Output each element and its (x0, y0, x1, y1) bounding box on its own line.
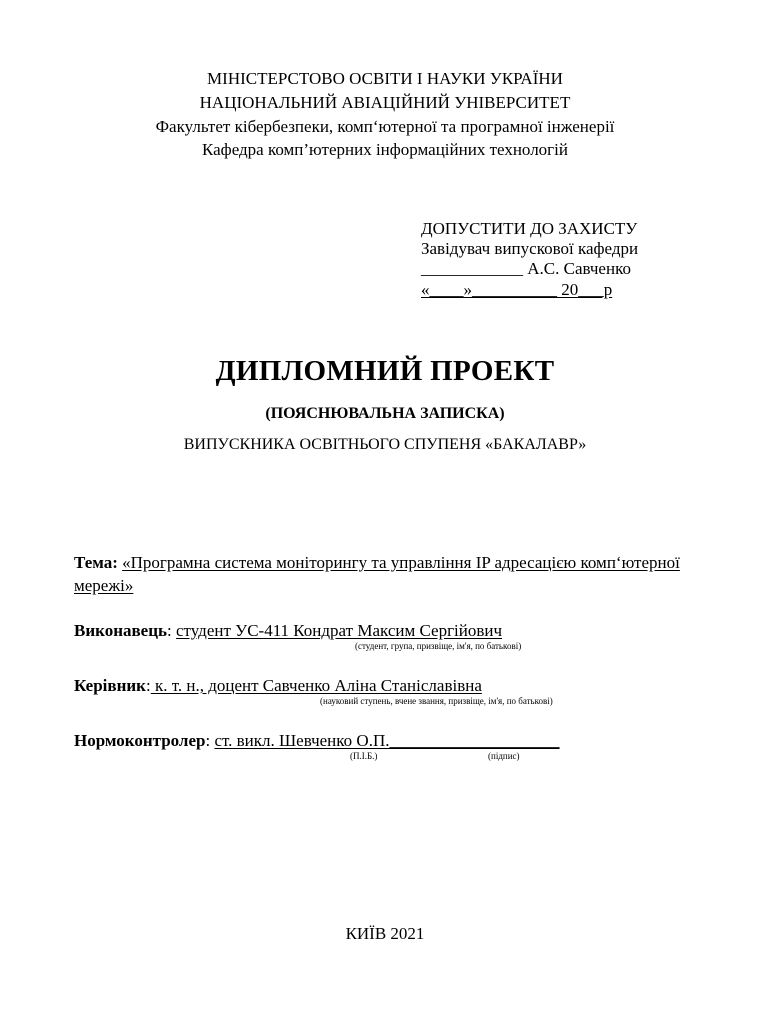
city-year: КИЇВ 2021 (345, 924, 425, 943)
university-line: НАЦІОНАЛЬНИЙ АВІАЦІЙНИЙ УНІВЕРСИТЕТ (199, 93, 571, 112)
executor-hint: (студент, група, призвіще, ім'я, по батькові) (355, 641, 522, 651)
supervisor-colon: : (145, 676, 151, 695)
department-line: Кафедра комп’ютерних інформаційних технологій (202, 140, 568, 159)
topic-text: «Програмна система моніторингу та управління IP адресацією комп‘ютерної (122, 553, 680, 572)
normcontroller-value: ст. викл. Шевченко О.П.____________________ (214, 731, 560, 750)
approval-signature: ____________ А.С. Савченко (421, 259, 631, 278)
executor-label: Виконавець (74, 621, 168, 640)
executor-field (74, 621, 502, 641)
ministry-line: МІНІСТЕРСТОВО ОСВІТИ І НАУКИ УКРАЇНИ (207, 69, 563, 88)
supervisor-field (74, 676, 482, 696)
degree-line: ВИПУСКНИКА ОСВІТНЬОГО СПУПЕНЯ «БАКАЛАВР» (183, 436, 587, 453)
document-title: ДИПЛОМНИЙ ПРОЕКТ (215, 355, 555, 387)
normcontroller-label: Нормоконтролер (74, 731, 206, 750)
executor-value: студент УС-411 Кондрат Максим Сергійович (176, 621, 503, 640)
executor-colon: : (167, 621, 172, 640)
faculty-line: Факультет кібербезпеки, комп‘ютерної та програмної інженерії (155, 117, 615, 136)
supervisor-label: Керівник (74, 676, 146, 695)
normcontroller-sign-hint: (підпис) (488, 751, 520, 761)
normcontroller-colon: : (205, 731, 211, 750)
normcontroller-name-hint: (П.І.Б.) (350, 751, 378, 761)
approval-heading: ДОПУСТИТИ ДО ЗАХИСТУ (421, 219, 638, 238)
approval-date: «____»__________ 20___р (421, 280, 613, 299)
supervisor-value: к. т. н., доцент Савченко Аліна Станіславівна (150, 676, 482, 695)
document-subtitle: (ПОЯСНЮВАЛЬНА ЗАПИСКА) (265, 405, 505, 422)
approval-position: Завідувач випускової кафедри (421, 239, 639, 258)
topic-line-2: мережі» (74, 576, 134, 595)
supervisor-hint: (науковий ступень, вчене звання, призвіще, ім'я, по батькові) (320, 696, 553, 706)
topic-line-1 (74, 553, 680, 573)
normcontroller-field (74, 731, 559, 751)
topic-label: Тема: (74, 553, 118, 572)
